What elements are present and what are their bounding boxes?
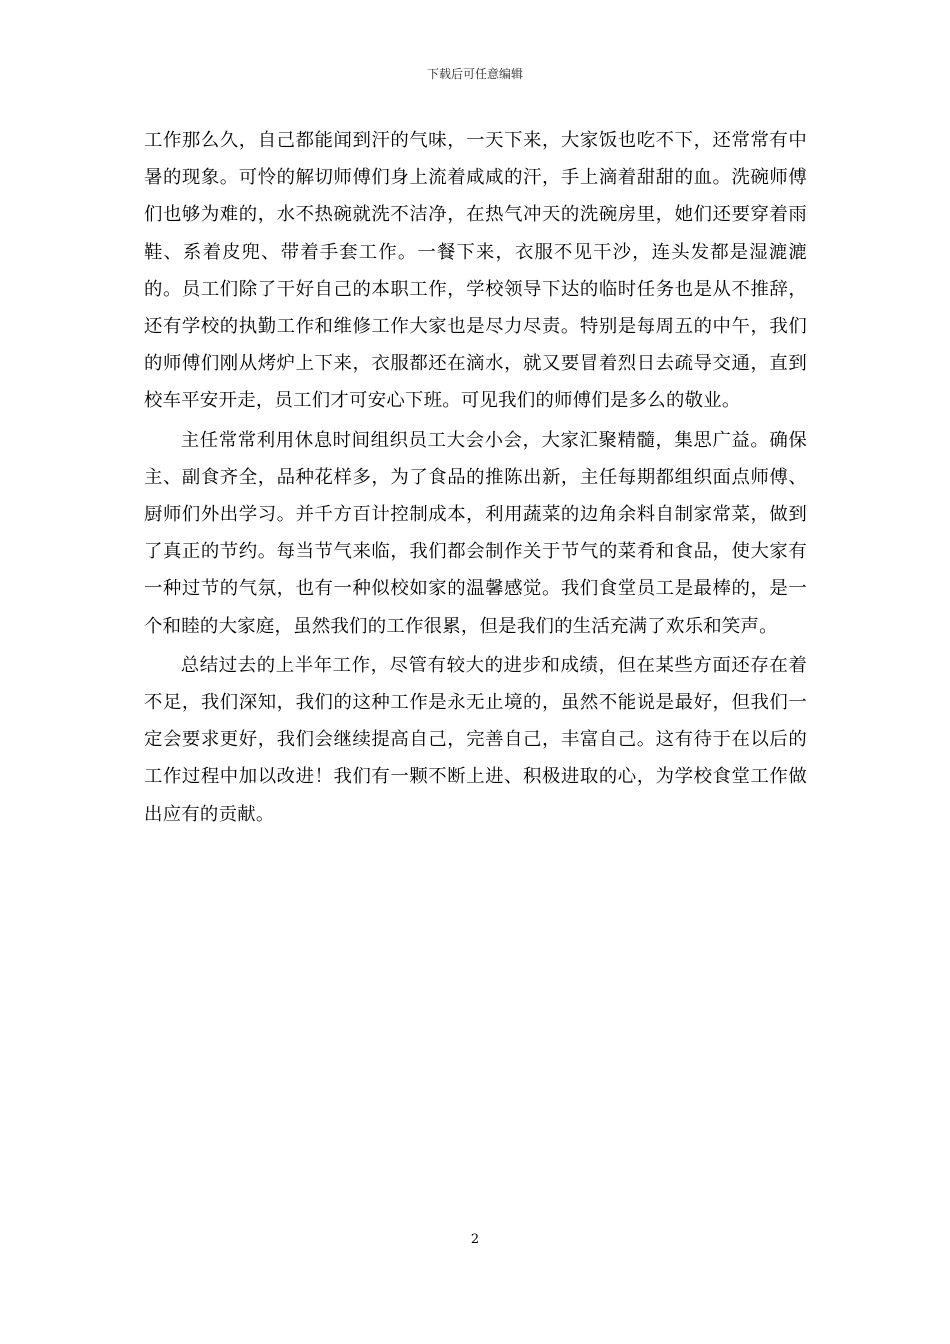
page-number: 2	[470, 1232, 480, 1247]
paragraph-summary: 总结过去的上半年工作，尽管有较大的进步和成绩，但在某些方面还存在着不足，我们深知，我们的这种工作是永无止境的，虽然不能说是最好，但我们一定会要求更好，我们会继续提高自己，完善自己，丰富自己。这有待于在以后的工作过程中加以改进！我们有一颗不断上进、积极进取的心，为学校食堂工作做出应有的贡献。	[144, 654, 807, 825]
paragraph-continuation: 工作那么久，自己都能闻到汗的气味，一天下来，大家饭也吃不下，还常常有中暑的现象。可怜的解切师傅们身上流着咸咸的汗，手上滴着甜甜的血。洗碗师傅们也够为难的，水不热碗就洗不洁净，在热气冲天的洗碗房里，她们还要穿着雨鞋、系着皮兜、带着手套工作。一餐下来，衣服不见干沙，连头发都是湿漉漉的。员工们除了干好自己的本职工作，学校领导下达的临时任务也是从不推辞，还有学校的执勤工作和维修工作大家也是尽力尽责。特别是每周五的中午，我们的师傅们刚从烤炉上下来，衣服都还在滴水，就又要冒着烈日去疏导交通，直到校车平安开走，员工们才可安心下班。可见我们的师傅们是多么的敬业。	[144, 130, 807, 412]
header-note: 下载后可任意编辑	[426, 67, 523, 81]
paragraph-director: 主任常常利用休息时间组织员工大会小会，大家汇聚精髓，集思广益。确保主、副食齐全，品种花样多，为了食品的推陈出新，主任每期都组织面点师傅、厨师们外出学习。并千方百计控制成本，利用蔬菜的边角余料自制家常菜，做到了真正的节约。每当节气来临，我们都会制作关于节气的菜肴和食品，使大家有一种过节的气氛，也有一种似校如家的温馨感觉。我们食堂员工是最棒的，是一个和睦的大家庭，虽然我们的工作很累，但是我们的生活充满了欢乐和笑声。	[144, 429, 807, 637]
document-body	[144, 122, 807, 833]
